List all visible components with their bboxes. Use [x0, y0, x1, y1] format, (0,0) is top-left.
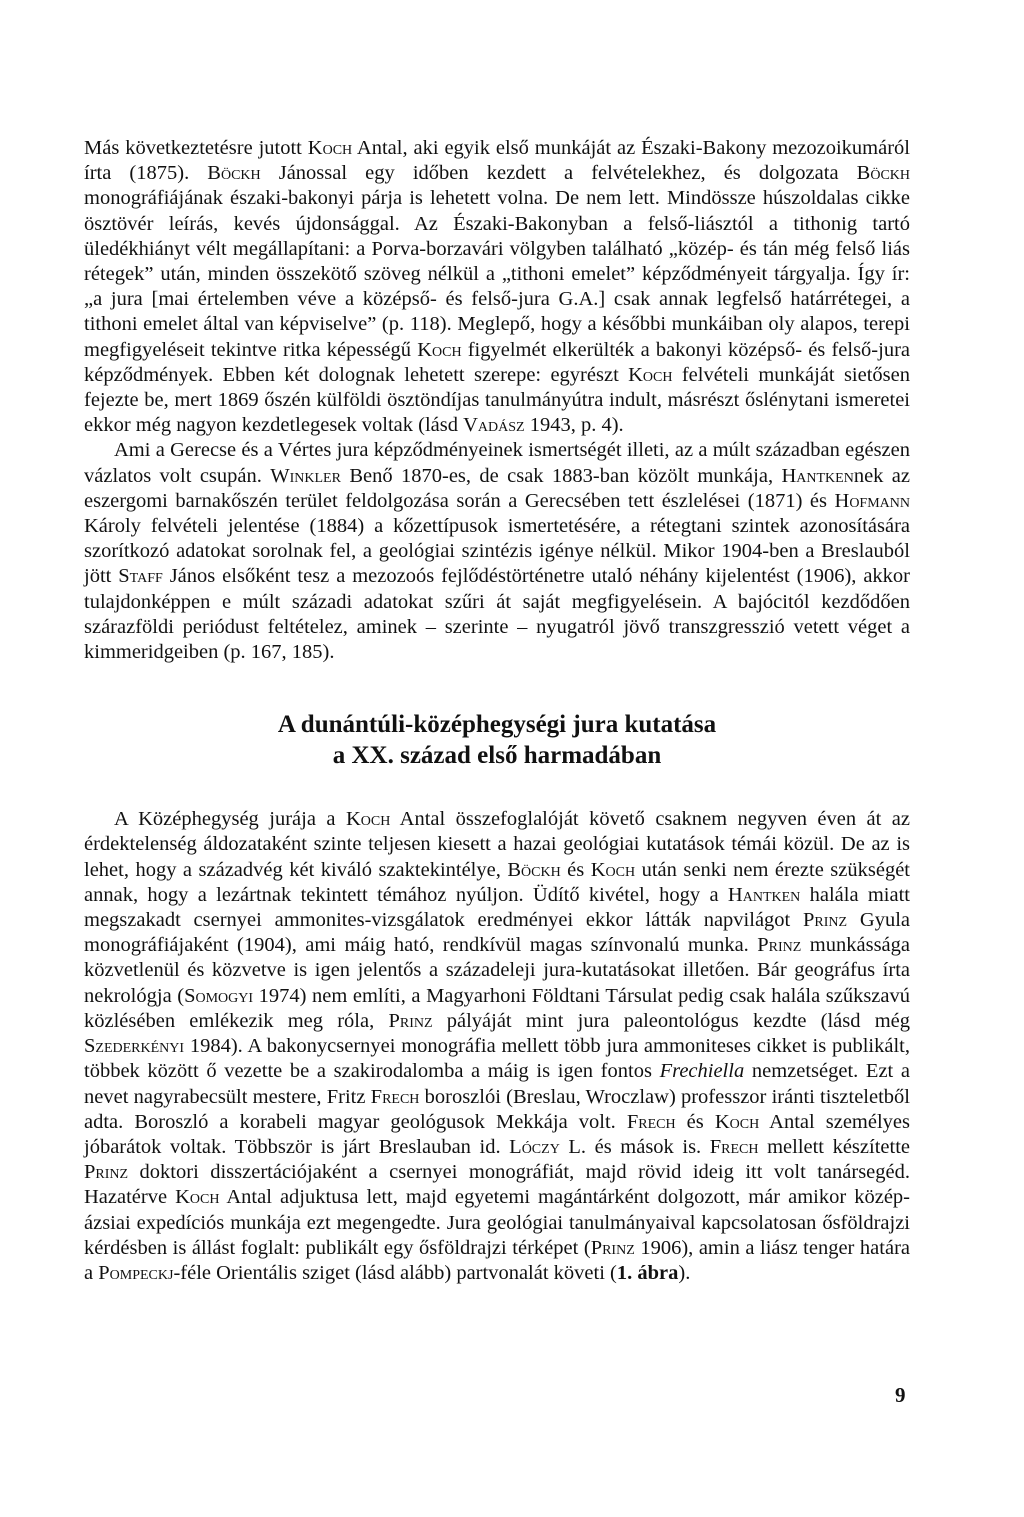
author-name: Koch [628, 363, 673, 386]
section-heading [84, 709, 910, 771]
author-name: Hantken [781, 464, 854, 487]
author-name: Frech [626, 1110, 676, 1133]
author-name: Hofmann [834, 489, 910, 512]
author-name: Böckh [207, 162, 261, 185]
paragraph-kozephegyseg-jura: A Középhegység jurája a Koch Antal összefoglalóját követő csaknem negyven éven át az érdektelenség áldozataként szinte teljesen kiesett a hazai geológiai kutatások témái közül. De az is lehet, hogy a századvég két kiváló szaktekintélye, Böckh és Koch után senki nem érezte szükségét annak, hogy a lezártnak tekintett témához nyúljon. Üdítő kivétel, hogy a Hantken halála miatt megszakadt csernyei ammonites-vizsgálatok eredményei ekkor látták napvilágot Prinz Gyula monográfiájaként (1904), ami máig ható, rendkívül magas színvonalú munka. Prinz munkássága közvetlenül és közvetve is igen jelentős a századeleji jura-kutatásokat illetően. Bár geográfus írta nekrológja (Somogyi 1974) nem említi, a Magyarhoni Földtani Társulat pedig csak halála szűkszavú közlésében emlékezik meg róla, Prinz pályáját mint jura paleontológus kezdte (lásd még Szederkényi 1984). A bakonycsernyei monográfia mellett több jura ammoniteses cikket is publikált, többek között ő vezette be a szakirodalomba a máig is igen fontos Frechiella nemzetséget. Ezt a nevet nagyrabecsült mestere, Fritz Frech boroszlói (Breslau, Wroczlaw) professzor iránti tiszteletből adta. Boroszló a korabeli magyar geológusok Mekkája volt. Frech és Koch Antal személyes jóbarátok voltak. Többször is járt Breslauban id. Lóczy L. és mások is. Frech mellett készítette Prinz doktori disszertációjaként a csernyei monográfiát, majd rövid ideig itt volt tanársegéd. Hazatérve Koch Antal adjuktusa lett, majd egyetemi magántárként dolgozott, már amikor közép-ázsiai expedíciós munkája ezt megengedte. Jura geológiai tanulmányaival kapcsolatosan ősföldrajzi kérdésben is állást foglalt: publikált egy ősföldrajzi térképet (Prinz 1906), amin a liász tenger határa a Pompeckj-féle Orientális sziget (lásd alább) partvonalát követi (1. ábra). [84, 808, 911, 1284]
author-name: Prinz [388, 1009, 433, 1032]
section-heading-line-1: A dunántúli-középhegységi jura kutatása [277, 711, 717, 739]
author-name: Koch [590, 858, 636, 881]
author-name: Lóczy [509, 1135, 560, 1158]
author-name: Prinz [757, 934, 802, 957]
author-name: Koch [417, 338, 462, 361]
author-name: Frech [370, 1085, 420, 1108]
author-name: Szederkényi [84, 1035, 185, 1058]
section-heading-line-2: a XX. század első harmadában [332, 742, 662, 770]
author-name: Böckh [856, 162, 910, 185]
paragraph-koch-bakony: Más következtetésre jutott Koch Antal, aki egyik első munkáját az Északi-Bakony mezozoikumáról írta (1875). Böckh Jánossal egy időben kezdett a felvételekhez, és dolgozata Böckh monográfiájának északi-bakonyi párja is lehetett volna. De nem lett. Mindössze húszoldalas cikke ösztövér leírás, kevés újdonsággal. Az Északi-Bakonyban a felső-liásztól a tithonig tartó üledékhiányt vélt megállapítani: a Porva-borzavári völgyben található „közép- és tán még felső liás rétegek” után, minden összekötő szöveg nélkül a „tithoni emelet” képződményeit tárgyalja. Így ír: „a jura [mai értelemben véve a középső- és felső-jura G.A.] csak annak legfelső határrétegei, a tithoni emelet által van képviselve” (p. 118). Meglepő, hogy a későbbi munkáiban oly alapos, terepi megfigyeléseit tekintve ritka képességű Koch figyelmét elkerülték a bakonyi középső- és felső-jura képződmények. Ebben két dolognak lehetett szerepe: egyrészt Koch felvételi munkáját sietősen fejezte be, mert 1869 őszén külföldi ösztöndíjas tanulmányútra indult, másrészt őslénytani ismeretei ekkor még nagyon kezdetlegesek voltak (lásd Vadász 1943, p. 4). [84, 137, 910, 437]
author-name: Pompeckj [98, 1261, 174, 1284]
author-name: Koch [175, 1186, 220, 1209]
author-name: Prinz [84, 1161, 129, 1184]
author-name: Prinz [803, 909, 848, 932]
author-name: Vadász [463, 414, 525, 437]
author-name: Prinz [590, 1236, 635, 1259]
author-name: Koch [307, 137, 353, 159]
genus-name: Frechiella [659, 1060, 745, 1083]
paragraph-gerecse-vertes: Ami a Gerecse és a Vértes jura képződményeinek ismertségét illeti, az a múlt században egészen vázlatos volt csupán. Winkler Benő 1870-es, de csak 1883-ban közölt munkája, Hantkennek az eszergomi barnakőszén terület feldolgozása során a Gerecsében tett észlelései (1871) és Hofmann Károly felvételi jelentése (1884) a kőzettípusok ismertetésére, a rétegtani szintek azonosítására szorítkozó adatokat sorolnak fel, a geológiai szintézis igénye nélkül. Mikor 1904-ben a Breslauból jött Staff János elsőként tesz a mezozoós fejlődéstörténetre utaló néhány kijelentést (1906), akkor tulajdonképpen e múlt századi adatokat szűri át saját megfigyelésein. A bajócitól kezdődően szárazföldi periódust feltételez, aminek – szerinte – nyugatról jövő transzgresszió vetett véget a kimmeridgeiben (p. 167, 185). [84, 439, 911, 664]
author-name: Koch [714, 1110, 760, 1133]
author-name: Staff [118, 565, 163, 588]
page-body [84, 136, 910, 1286]
author-name: Böckh [507, 858, 561, 881]
author-name: Koch [345, 808, 391, 831]
author-name: Somogyi [184, 984, 254, 1007]
author-name: Winkler [270, 464, 341, 487]
author-name: Frech [709, 1135, 759, 1158]
page-number: 9 [895, 1383, 906, 1407]
figure-reference: 1. ábra [616, 1261, 679, 1284]
author-name: Hantken [727, 883, 801, 906]
